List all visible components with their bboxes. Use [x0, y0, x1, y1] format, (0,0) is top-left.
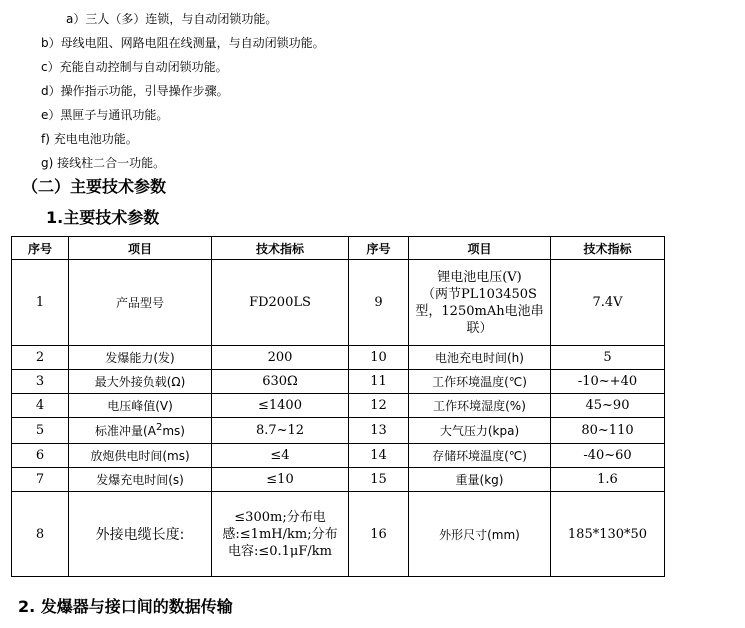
cell-spec: 200	[212, 346, 349, 370]
cell-spec: FD200LS	[212, 260, 349, 346]
cell-item: 最大外接负载(Ω)	[69, 370, 212, 394]
cell-no: 1	[12, 260, 69, 346]
cell-spec: ≤10	[212, 468, 349, 492]
header-spec-2: 技术指标	[551, 237, 665, 260]
cell-spec: 5	[551, 346, 665, 370]
cell-item: 重量(kg)	[409, 468, 551, 492]
header-no-1: 序号	[12, 237, 69, 260]
cell-spec: 630Ω	[212, 370, 349, 394]
cell-item	[69, 418, 212, 444]
cell-item: 电池充电时间(h)	[409, 346, 551, 370]
cell-spec: ≤300m;分布电感:≤1mH/km;分布电容:≤0.1μF/km	[212, 492, 349, 577]
feature-item-a: a）三人（多）连锁，与自动闭锁功能。	[66, 12, 278, 26]
feature-item-b: b）母线电阻、网路电阻在线测量，与自动闭锁功能。	[41, 36, 325, 50]
cell-no: 5	[12, 418, 69, 444]
cell-no: 13	[349, 418, 409, 444]
cell-spec: 185*130*50	[551, 492, 665, 577]
cell-item: 发爆充电时间(s)	[69, 468, 212, 492]
cell-no: 11	[349, 370, 409, 394]
cell-spec: 80~110	[551, 418, 665, 444]
cell-spec: -10~+40	[551, 370, 665, 394]
cell-no: 9	[349, 260, 409, 346]
cell-item: 外形尺寸(mm)	[409, 492, 551, 577]
table-row	[12, 346, 665, 370]
header-item-1: 项目	[69, 237, 212, 260]
cell-spec: -40~60	[551, 444, 665, 468]
header-no-2: 序号	[349, 237, 409, 260]
impulse-exponent: 2	[155, 422, 163, 433]
cell-no: 14	[349, 444, 409, 468]
table-row	[12, 492, 665, 577]
table-header-row	[12, 237, 665, 260]
cell-item: 大气压力(kpa)	[409, 418, 551, 444]
feature-item-d: d）操作指示功能，引导操作步骤。	[41, 84, 229, 98]
cell-no: 6	[12, 444, 69, 468]
cell-spec: 45~90	[551, 394, 665, 418]
cell-no: 16	[349, 492, 409, 577]
cell-no: 2	[12, 346, 69, 370]
section-title: （二）主要技术参数	[22, 177, 167, 196]
cell-spec: 8.7~12	[212, 418, 349, 444]
cell-no: 8	[12, 492, 69, 577]
subsection-title: 1.主要技术参数	[46, 208, 160, 227]
cell-spec: 7.4V	[551, 260, 665, 346]
feature-item-f: f) 充电电池功能。	[41, 132, 138, 146]
table-row	[12, 444, 665, 468]
cell-item: 存储环境温度(℃)	[409, 444, 551, 468]
cell-spec: ≤1400	[212, 394, 349, 418]
cell-spec: 1.6	[551, 468, 665, 492]
table-row	[12, 370, 665, 394]
spec-table	[11, 236, 665, 577]
table-row	[12, 394, 665, 418]
feature-item-e: e）黑匣子与通讯功能。	[41, 108, 169, 122]
table-row	[12, 418, 665, 444]
feature-item-c: c）充能自动控制与自动闭锁功能。	[41, 60, 228, 74]
cell-item: 工作环境湿度(%)	[409, 394, 551, 418]
table-row	[12, 468, 665, 492]
cell-no: 3	[12, 370, 69, 394]
header-item-2: 项目	[409, 237, 551, 260]
cell-no: 15	[349, 468, 409, 492]
feature-item-g: g) 接线柱二合一功能。	[41, 156, 166, 170]
cell-item: 锂电池电压(V) （两节PL103450S型，1250mAh电池串联）	[409, 260, 551, 346]
cell-spec: ≤4	[212, 444, 349, 468]
table-row	[12, 260, 665, 346]
impulse-label: 标准冲量(A	[95, 424, 156, 438]
cell-item: 电压峰值(V)	[69, 394, 212, 418]
impulse-unit: ms)	[162, 424, 185, 438]
cell-no: 12	[349, 394, 409, 418]
cell-no: 4	[12, 394, 69, 418]
cell-item: 放炮供电时间(ms)	[69, 444, 212, 468]
cell-item: 产品型号	[69, 260, 212, 346]
cell-no: 10	[349, 346, 409, 370]
cell-item: 工作环境温度(℃)	[409, 370, 551, 394]
cell-no: 7	[12, 468, 69, 492]
header-spec-1: 技术指标	[212, 237, 349, 260]
cell-item: 外接电缆长度:	[69, 492, 212, 577]
cell-item: 发爆能力(发)	[69, 346, 212, 370]
next-section-title: 2. 发爆器与接口间的数据传输	[18, 597, 233, 616]
